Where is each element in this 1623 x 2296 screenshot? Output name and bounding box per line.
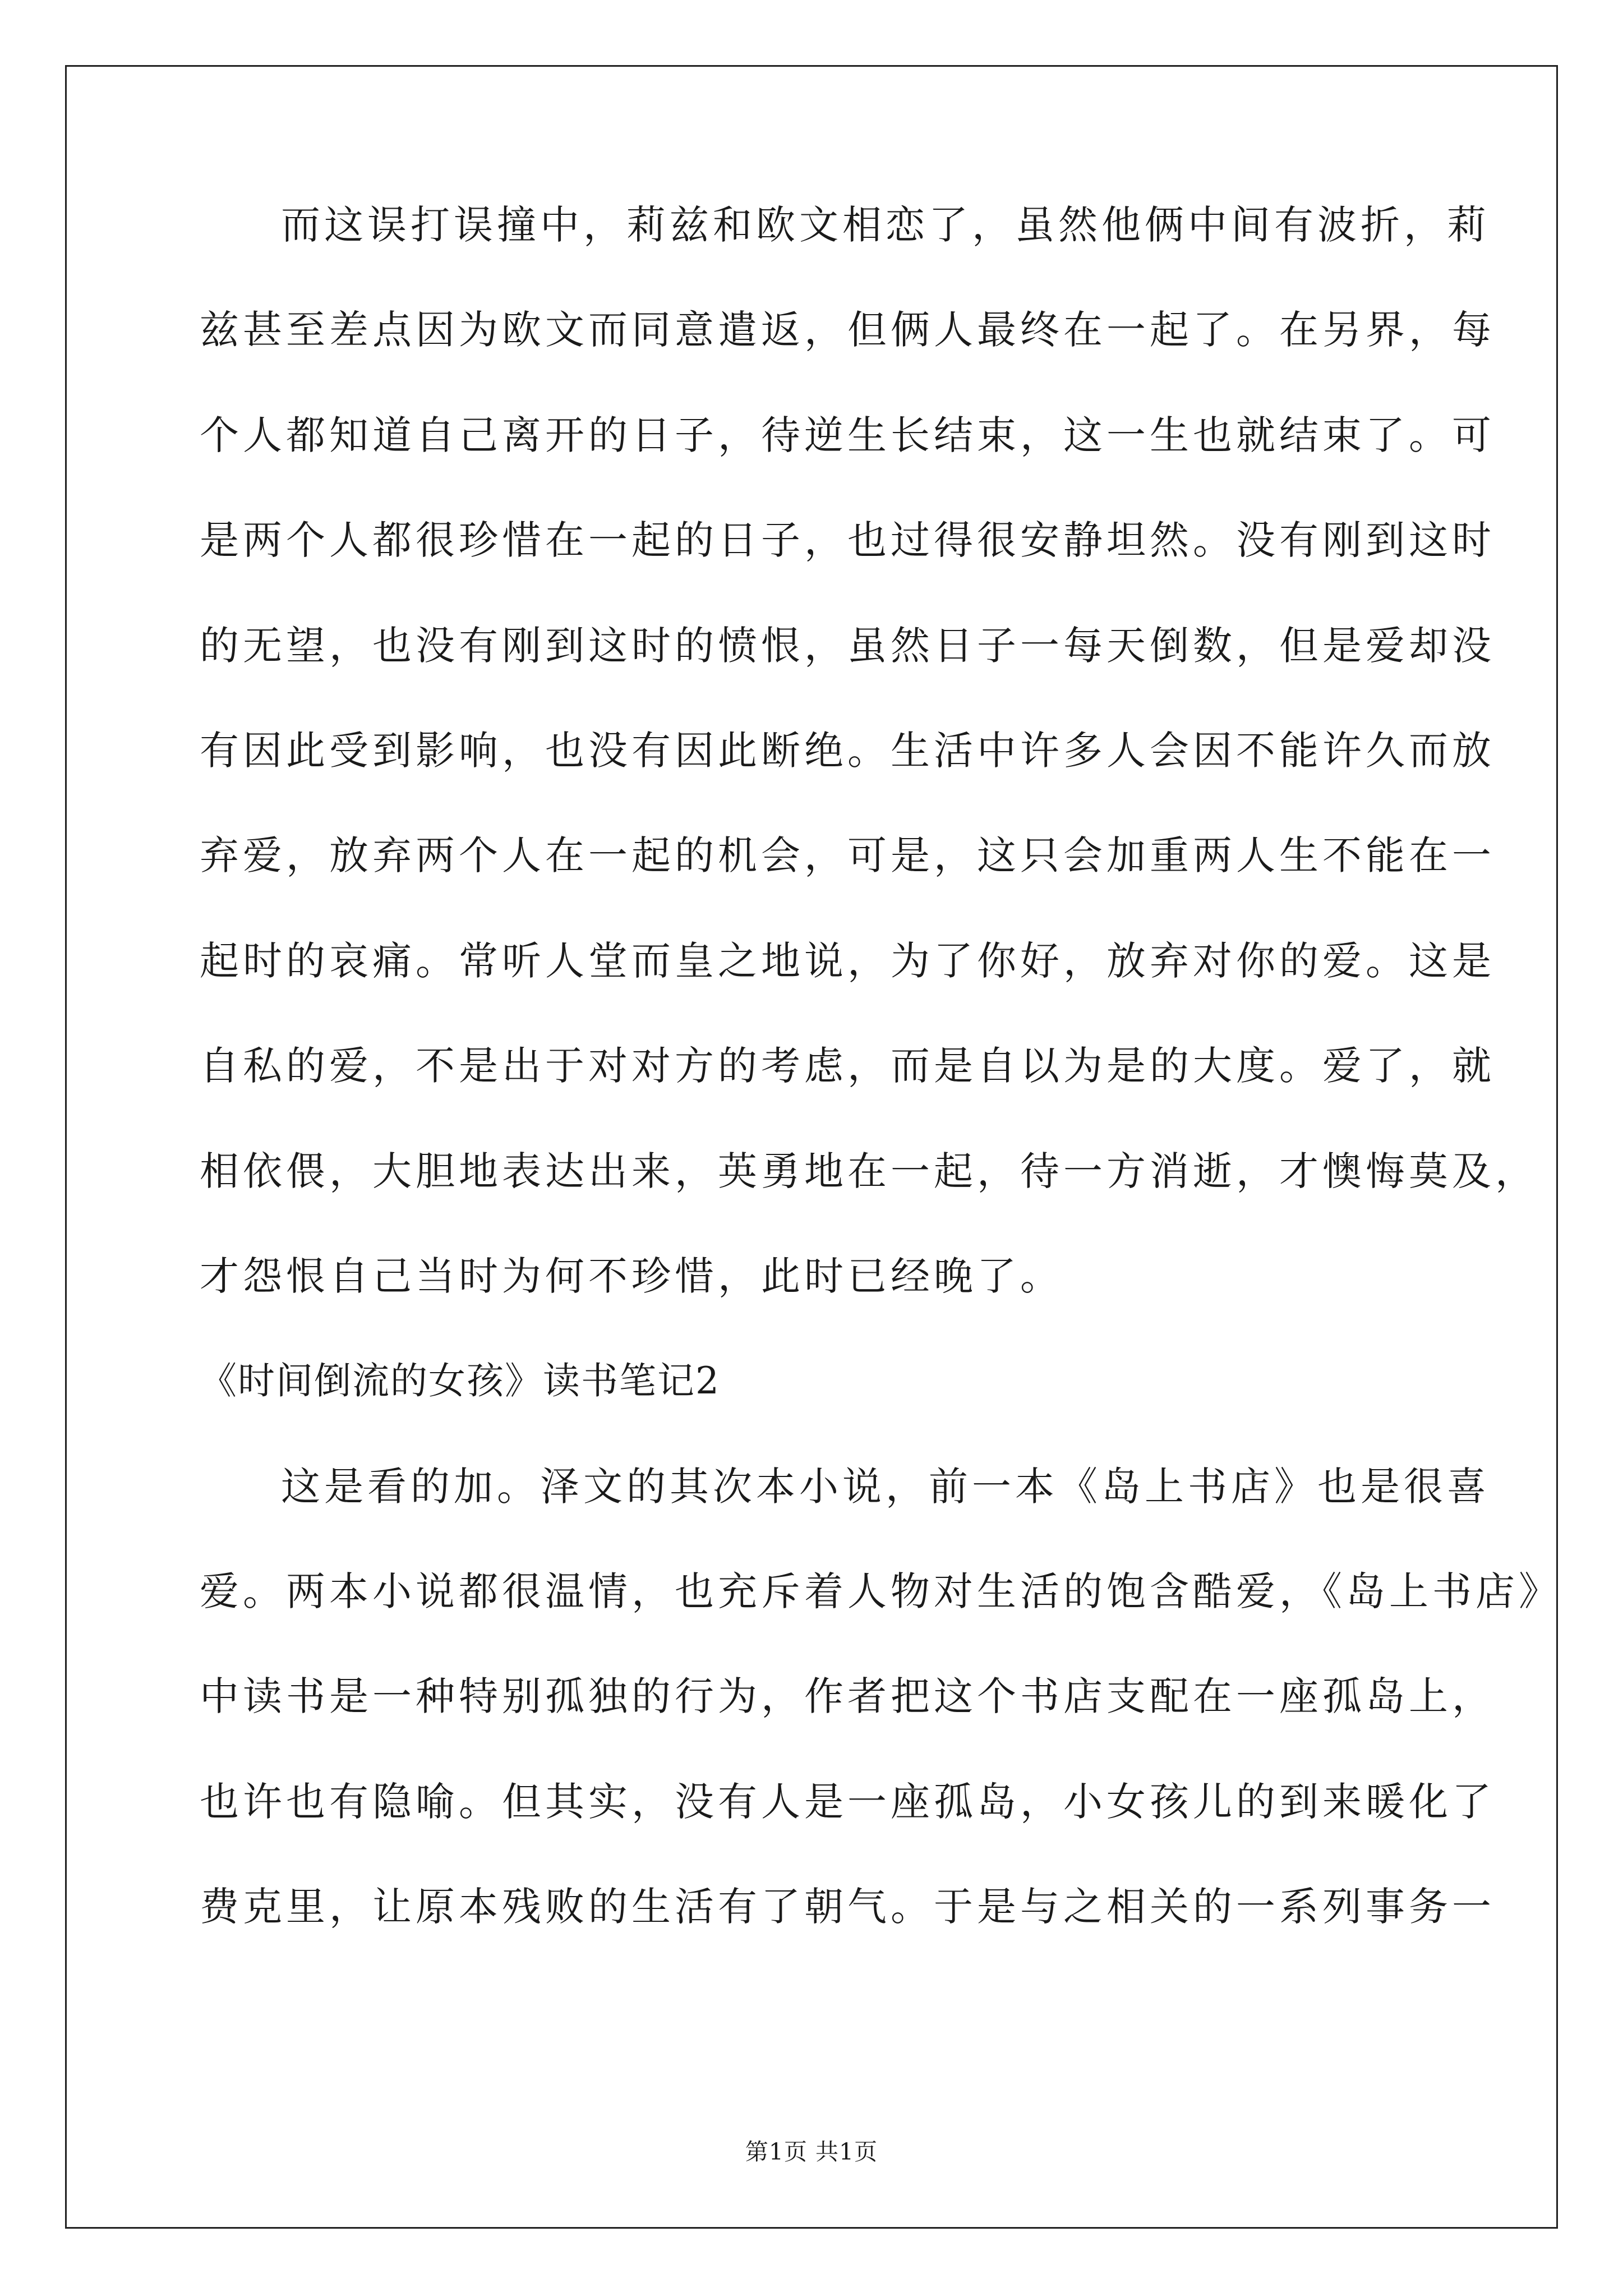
body-text-line: 费克里，让原本残败的生活有了朝气。于是与之相关的一系列事务一 [200,1884,1495,1930]
body-text-line: 兹甚至差点因为欧文而同意遣返，但俩人最终在一起了。在另界，每 [200,307,1495,353]
section-heading: 《时间倒流的女孩》读书笔记2 [200,1359,720,1403]
body-text-line: 而这误打误撞中，莉兹和欧文相恋了，虽然他俩中间有波折，莉 [281,202,1490,248]
body-text-line: 弃爱，放弃两个人在一起的机会，可是，这只会加重两人生不能在一 [200,832,1495,879]
body-text-line: 是两个人都很珍惜在一起的日子，也过得很安静坦然。没有刚到这时 [200,517,1495,564]
document-body [200,202,1562,1993]
body-text-line: 爱。两本小说都很温情，也充斥着人物对生活的饱含酷爱，《岛上书店》 [200,1568,1562,1615]
body-text-line: 也许也有隐喻。但其实，没有人是一座孤岛，小女孩儿的到来暖化了 [200,1778,1495,1825]
body-text-line: 有因此受到影响，也没有因此断绝。生活中许多人会因不能许久而放 [200,727,1495,774]
body-text-line: 起时的哀痛。常听人堂而皇之地说，为了你好，放弃对你的爱。这是 [200,937,1495,984]
body-text-line: 相依偎，大胆地表达出来，英勇地在一起，待一方消逝，才懊悔莫及， [200,1148,1538,1194]
body-text-line: 中读书是一种特别孤独的行为，作者把这个书店支配在一座孤岛上， [200,1673,1495,1720]
body-text-line: 自私的爱，不是出于对对方的考虑，而是自以为是的大度。爱了，就 [200,1043,1495,1089]
body-text-line: 这是看的加。泽文的其次本小说，前一本《岛上书店》也是很喜 [281,1463,1490,1510]
body-text-line: 才怨恨自己当时为何不珍惜，此时已经晚了。 [200,1253,1063,1299]
body-text-line: 个人都知道自己离开的日子，待逆生长结束，这一生也就结束了。可 [200,412,1495,458]
body-text-line: 的无望，也没有刚到这时的愤恨，虽然日子一每天倒数，但是爱却没 [200,622,1495,669]
page-number-footer: 第1页 共1页 [745,2138,878,2165]
